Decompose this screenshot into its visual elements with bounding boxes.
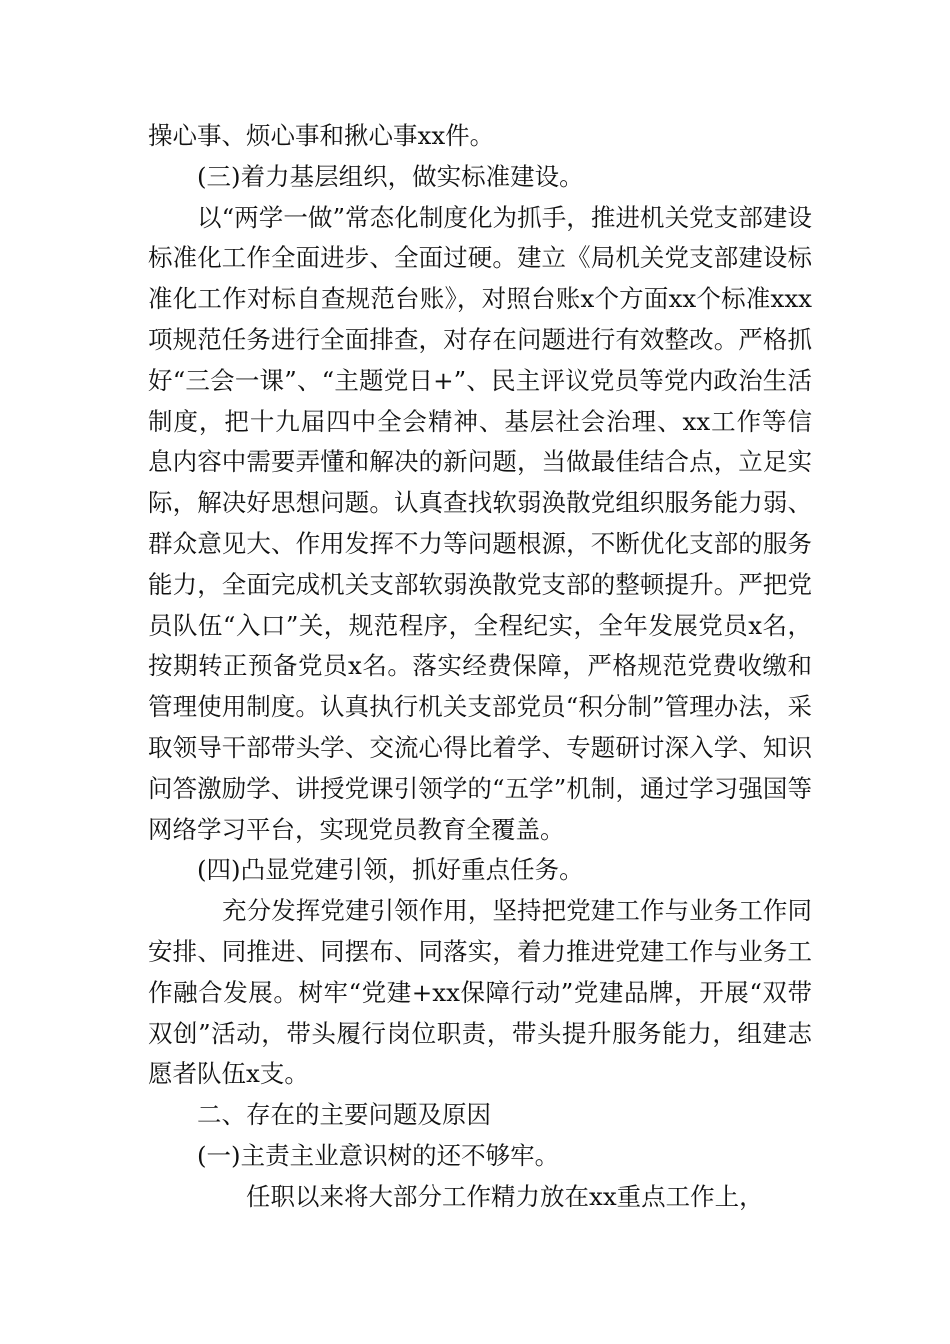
section-heading-1: (一)主责主业意识树的还不够牢。 bbox=[197, 1140, 560, 1170]
paragraph-continuation: 操心事、烦心事和揪心事xx件。 bbox=[148, 121, 495, 150]
section-heading-4: (四)凸显党建引领，抓好重点任务。 bbox=[197, 855, 584, 885]
section-heading-3: (三)着力基层组织，做实标准建设。 bbox=[197, 161, 584, 191]
chapter-heading-problems: 二、存在的主要问题及原因 bbox=[197, 1100, 491, 1130]
paragraph-party-leadership: 充分发挥党建引领作用，坚持把党建工作与业务工作同安排、同推进、同摆布、同落实，着力推进党建工作与业务工作融合发展。树牢“党建+xx保障行动”党建品牌，开展“双带双创”活动，带头履行岗位职责，带头提升服务能力，组建志愿者队伍x支。 bbox=[148, 896, 812, 1089]
paragraph-responsibility: 任职以来将大部分工作精力放在xx重点工作上， bbox=[246, 1181, 764, 1211]
document-body bbox=[148, 116, 812, 1218]
paragraph-standardization: 以“两学一做”常态化制度化为抓手，推进机关党支部建设标准化工作全面进步、全面过硬。建立《局机关党支部建设标准化工作对标自查规范台账》，对照台账x个方面xx个标准xxx项规范任务进行全面排查，对存在问题进行有效整改。严格抓好“三会一课”、“主题党日+”、民主评议党员等党内政治生活制度，把十九届四中全会精神、基层社会治理、xx工作等信息内容中需要弄懂和解决的新问题，当做最佳结合点，立足实际，解决好思想问题。认真查找软弱涣散党组织服务能力弱、群众意见大、作用发挥不力等问题根源，不断优化支部的服务能力，全面完成机关支部软弱涣散党支部的整顿提升。严把党员队伍“入口”关，规范程序，全程纪实，全年发展党员x名，按期转正预备党员x名。落实经费保障，严格规范党费收缴和管理使用制度。认真执行机关支部党员“积分制”管理办法，采取领导干部带头学、交流心得比着学、专题研讨深入学、知识问答激励学、讲授党课引领学的“五学”机制，通过学习强国等网络学习平台，实现党员教育全覆盖。 bbox=[148, 202, 812, 844]
